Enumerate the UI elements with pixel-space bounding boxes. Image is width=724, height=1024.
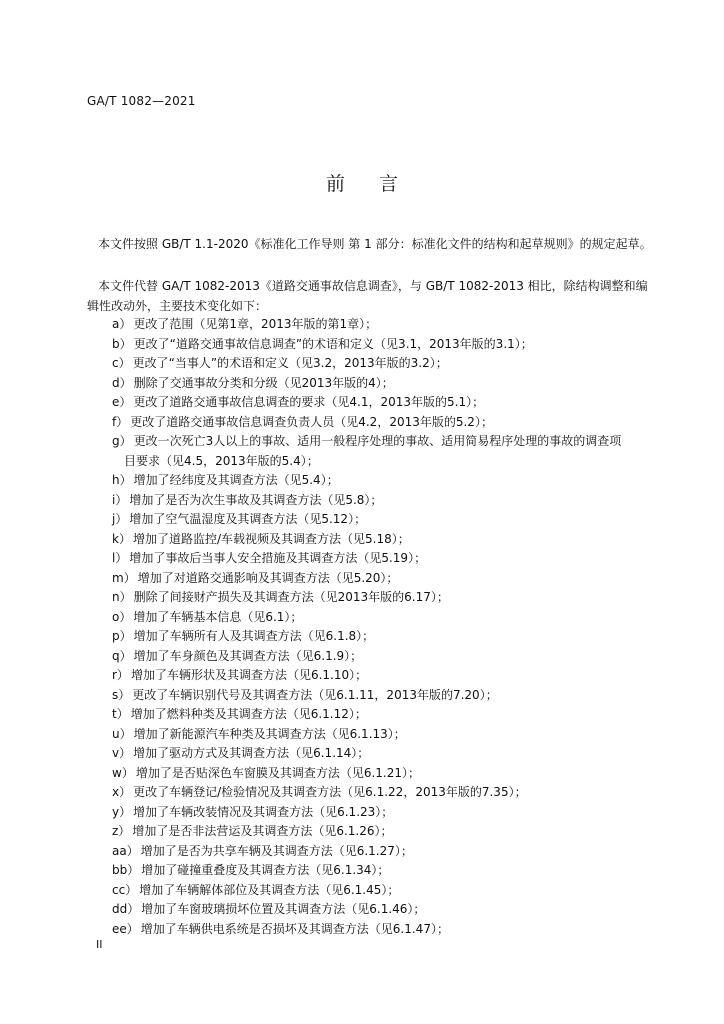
list-item	[87, 510, 658, 530]
list-item-text: 增加了车辆所有人及其调查方法（见6.1.8）；	[133, 629, 375, 643]
list-item	[87, 315, 658, 335]
list-item-text: 更改了“当事人”的术语和定义（见3.2，2013年版的3.2）；	[132, 356, 448, 370]
list-item	[87, 900, 658, 920]
list-item-mark: n）	[112, 590, 132, 604]
list-item	[87, 822, 658, 842]
list-item	[87, 666, 658, 686]
list-item-text: 增加了对道路交通影响及其调查方法（见5.20）；	[137, 570, 399, 585]
list-item-text: 更改一次死亡3人以上的事故、适用一般程序处理的事故、适用简易程序处理的事故的调查项	[133, 434, 622, 448]
list-item-mark: s）	[112, 687, 131, 702]
list-item	[87, 608, 658, 628]
list-item-text: 增加了是否贴深色车窗膜及其调查方法（见6.1.21）；	[135, 765, 420, 780]
list-item	[87, 686, 658, 706]
list-item	[87, 588, 658, 608]
list-item-mark: w）	[112, 765, 134, 780]
list-item-mark: x）	[112, 785, 132, 799]
list-item-text: 增加了车身颜色及其调查方法（见6.1.9）；	[133, 648, 363, 663]
list-item-text: 更改了道路交通事故信息调查的要求（见4.1，2013年版的5.1）；	[133, 395, 485, 409]
list-item	[87, 491, 658, 511]
list-item	[87, 783, 658, 803]
list-item-text: 更改了车辆识别代号及其调查方法（见6.1.11，2013年版的7.20）；	[132, 687, 498, 702]
list-item-mark: t）	[112, 707, 129, 721]
list-item-text: 增加了经纬度及其调查方法（见5.4）；	[133, 473, 339, 487]
list-item-text: 增加了道路监控/车载视频及其调查方法（见5.18）；	[132, 531, 410, 546]
list-item-text: 增加了车辆供电系统是否损坏及其调查方法（见6.1.47）；	[140, 921, 449, 936]
list-item	[87, 881, 658, 901]
list-item-mark: y）	[112, 804, 132, 819]
list-item	[87, 374, 658, 394]
list-item	[87, 705, 658, 725]
list-item-mark: q）	[112, 648, 132, 663]
list-item	[87, 335, 658, 355]
list-item-text: 删除了交通事故分类和分级（见2013年版的4）；	[133, 375, 394, 390]
list-item	[87, 842, 658, 862]
list-item	[87, 471, 658, 491]
list-item-mark: g）	[112, 434, 132, 448]
list-item-text: 增加了碰撞重叠度及其调查方法（见6.1.34）；	[141, 863, 390, 877]
list-item-mark: ee）	[112, 921, 139, 936]
list-item-text: 更改了道路交通事故信息调查负责人员（见4.2，2013年版的5.2）；	[130, 414, 493, 429]
list-item	[87, 413, 658, 433]
list-item-mark: p）	[112, 629, 132, 643]
standard-code-header: GA/T 1082—2021	[87, 94, 196, 108]
list-item-mark: d）	[112, 375, 132, 390]
list-item	[87, 432, 658, 471]
list-item-mark: k）	[112, 531, 131, 546]
list-item-mark: aa）	[112, 843, 139, 858]
list-item-text: 增加了事故后当事人安全措施及其调查方法（见5.19）；	[129, 551, 427, 565]
list-item-mark: dd）	[112, 902, 140, 916]
list-item-mark: cc）	[112, 882, 138, 897]
list-item	[87, 530, 658, 550]
list-item-mark: v）	[112, 746, 132, 760]
list-item-text: 增加了是否为次生事故及其调查方法（见5.8）；	[129, 492, 383, 507]
list-item-text: 增加了是否为共享车辆及其调查方法（见6.1.27）；	[140, 843, 413, 858]
list-item-mark: h）	[112, 473, 132, 487]
list-item-text: 增加了是否非法营运及其调查方法（见6.1.26）；	[132, 824, 393, 838]
list-item-mark: f）	[112, 414, 129, 429]
list-item	[87, 627, 658, 647]
list-item-text: 增加了空气温湿度及其调查方法（见5.12）；	[129, 512, 367, 526]
list-item-mark: c）	[112, 356, 131, 370]
intro-paragraph-drafting: 本文件按照 GB/T 1.1-2020《标准化工作导则 第 1 部分：标准化文件的结构和起草规则》的规定起草。	[98, 237, 652, 251]
list-item	[87, 764, 658, 784]
list-item-mark: o）	[112, 609, 132, 624]
list-item-text: 增加了新能源汽车种类及其调查方法（见6.1.13）；	[133, 726, 406, 741]
list-item-text: 增加了车辆形状及其调查方法（见6.1.10）；	[130, 668, 368, 682]
list-item-mark: b）	[112, 336, 132, 351]
list-item-text: 增加了车辆基本信息（见6.1）；	[133, 609, 303, 624]
list-item-text: 增加了车辆改装情况及其调查方法（见6.1.23）；	[133, 804, 394, 819]
technical-changes-list	[87, 315, 658, 939]
list-item	[87, 861, 658, 881]
list-item-text: 更改了范围（见第1章，2013年版的第1章）；	[133, 317, 378, 331]
list-item	[87, 354, 658, 374]
list-item-text: 增加了车窗玻璃损坏位置及其调查方法（见6.1.46）；	[141, 902, 426, 916]
list-item	[87, 569, 658, 589]
list-item-mark: bb）	[112, 863, 140, 877]
list-item-continuation: 目要求（见4.5，2013年版的5.4）；	[124, 453, 319, 468]
list-item	[87, 920, 658, 940]
list-item	[87, 647, 658, 667]
list-item-mark: l）	[112, 551, 128, 565]
list-item	[87, 744, 658, 764]
list-item-text: 增加了燃料种类及其调查方法（见6.1.12）；	[130, 707, 367, 721]
list-item	[87, 803, 658, 823]
list-item-mark: i）	[112, 492, 128, 507]
list-item-text: 更改了“道路交通事故信息调查”的术语和定义（见3.1，2013年版的3.1）；	[133, 336, 533, 351]
list-item	[87, 549, 658, 569]
list-item-mark: r）	[112, 668, 129, 682]
list-item-mark: z）	[112, 824, 131, 838]
list-item-text: 增加了车辆解体部位及其调查方法（见6.1.45）；	[139, 882, 400, 897]
list-item	[87, 393, 658, 413]
page-title: 前 言	[325, 173, 413, 195]
list-item-text: 增加了驱动方式及其调查方法（见6.1.14）；	[133, 746, 370, 760]
list-item-mark: a）	[112, 317, 132, 331]
list-item-mark: u）	[112, 726, 132, 741]
list-item-text: 更改了车辆登记/检验情况及其调查方法（见6.1.22，2013年版的7.35）；	[133, 785, 527, 799]
page-number: II	[96, 938, 103, 951]
list-item	[87, 725, 658, 745]
list-item-mark: m）	[112, 570, 136, 585]
list-item-mark: e）	[112, 395, 132, 409]
list-item-mark: j）	[112, 512, 128, 526]
list-item-text: 删除了间接财产损失及其调查方法（见2013年版的6.17）；	[133, 590, 449, 604]
intro-paragraph-replacement: 本文件代替 GA/T 1082-2013《道路交通事故信息调查》，与 GB/T 1082-2013 相比，除结构调整和编辑性改动外，主要技术变化如下：	[87, 279, 648, 313]
